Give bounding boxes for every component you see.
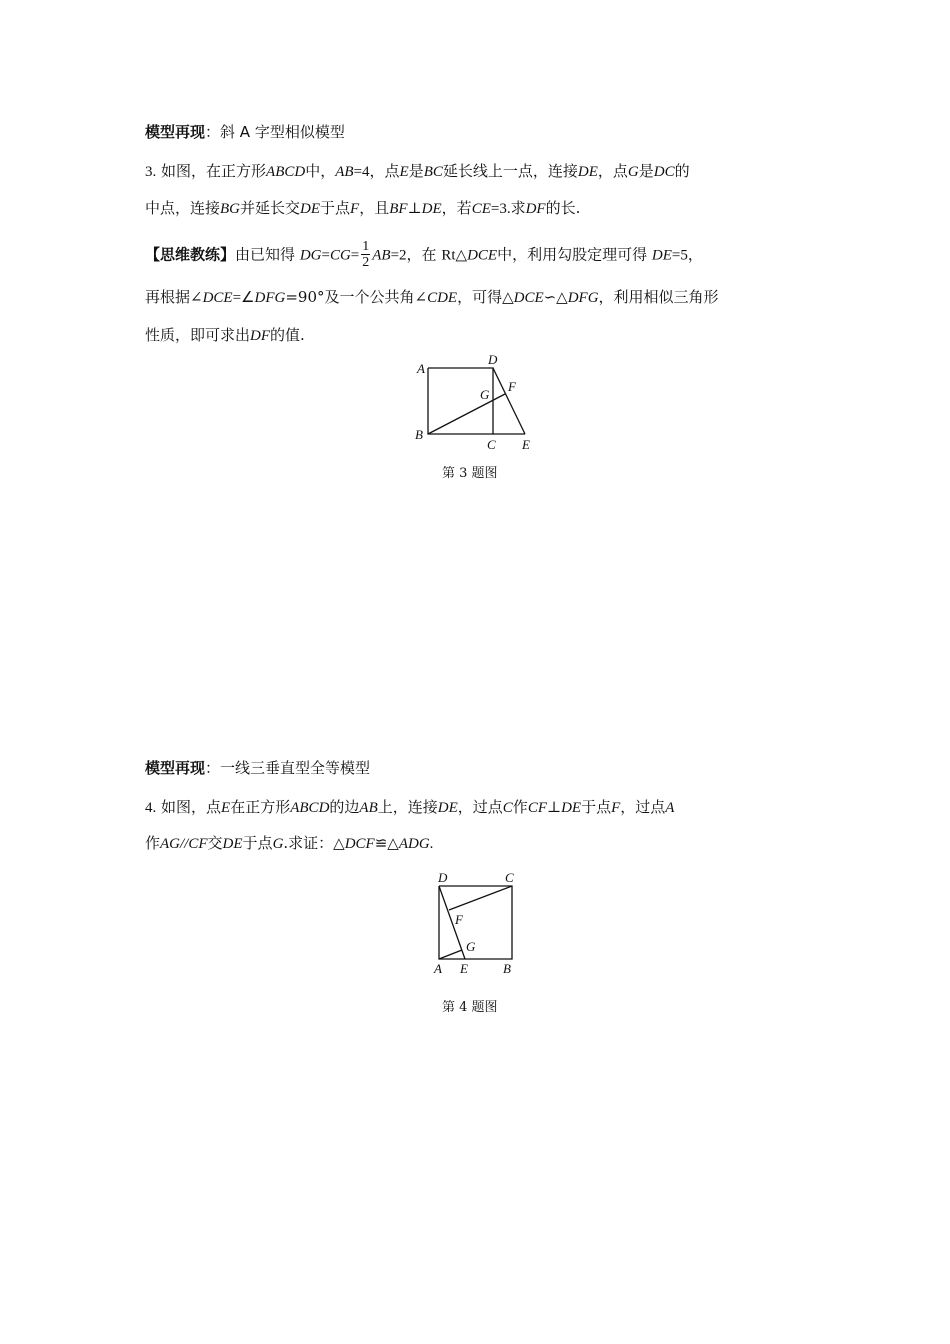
label-c: C [505,870,514,885]
square-abcd [439,886,512,959]
label-d: D [488,352,498,367]
section-title: 斜 A 字型相似模型 [220,123,345,141]
problem-number: 3. [145,164,157,180]
label-c: C [487,437,496,452]
figure-3-caption: 第 3 题图 [442,466,498,481]
label-a: A [434,961,442,976]
section-title: 一线三垂直型全等模型 [220,759,371,777]
label-a: A [417,361,425,376]
problem-4-line-2: 作AG//CF交DE于点G.求证：△DCF≌△ADG. [145,834,434,852]
problem-4-line-1: 4. 如图，点E在正方形ABCD的边AB上，连接DE，过点C作CF⊥DE于点F，过点A [145,798,675,816]
figure-3-diagram [405,345,545,455]
label-f: F [455,912,463,927]
segment-cf [449,886,512,910]
label-e: E [460,961,468,976]
label-g: G [480,387,490,402]
section-label: 模型再现 [145,759,206,777]
segment-ag [439,950,462,959]
hint-line-2: 再根据∠DCE=∠DFG=90°及一个公共角∠CDE，可得△DCE∽△DFG，利用相似三角形 [145,288,719,306]
section-label: 模型再现 [145,123,206,141]
hint-line-3: 性质，即可求出DF的值. [145,326,305,344]
label-b: B [503,961,511,976]
problem-number: 4. [145,800,157,816]
problem-3-line-1: 3. 如图，在正方形ABCD中，AB=4，点E是BC延长线上一点，连接DE，点G是DC的 [145,162,690,180]
figure-4-caption: 第 4 题图 [442,1000,498,1015]
section-heading-3: 模型再现：斜 A 字型相似模型 [145,123,345,141]
label-f: F [508,379,516,394]
section-heading-4: 模型再现：一线三垂直型全等模型 [145,759,371,777]
segment-de [493,368,525,434]
figure-4-diagram [420,862,540,977]
hint-line-1: 【思维教练】由已知得 DG=CG= $\frac{1}{2}$ AB=2，在 Rt△DCE中，利用勾股定理可得 DE=5， [145,239,703,270]
problem-3-line-2: 中点，连接BG并延长交DE于点F，且BF⊥DE，若CE=3.求DF的长. [145,199,581,217]
fraction-one-half: $\frac{1}{2}$ [362,239,370,270]
label-g: G [466,939,476,954]
label-b: B [415,427,423,442]
label-d: D [438,870,448,885]
label-e: E [522,437,530,452]
hint-label: 【思维教练】 [145,245,236,264]
